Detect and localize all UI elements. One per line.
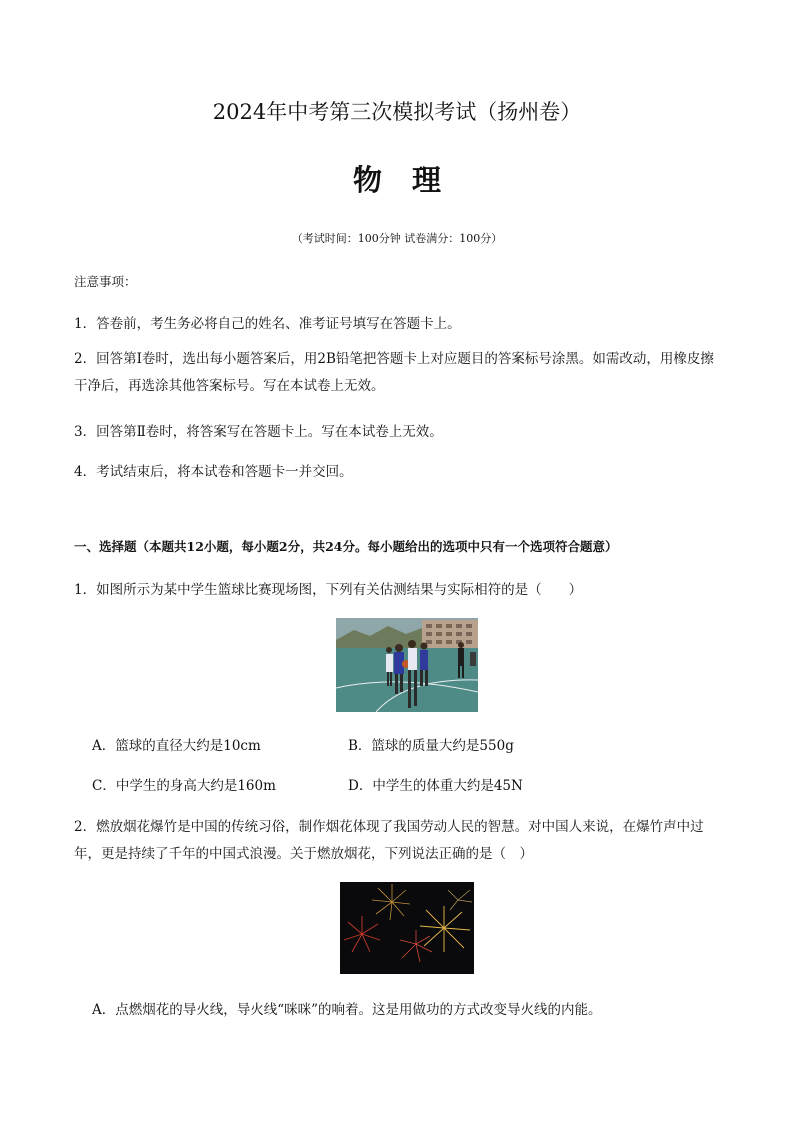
fireworks-photo	[340, 882, 474, 974]
basketball-game-photo	[336, 618, 478, 712]
subject-title: 物理	[352, 163, 471, 197]
notice-heading: 注意事项：	[74, 274, 137, 289]
question-1-option-d: D．中学生的体重大约是45N	[348, 778, 523, 794]
question-1-option-c: C．中学生的身高大约是160m	[92, 778, 276, 794]
exam-title: 2024年中考第三次模拟考试（扬州卷）	[212, 100, 582, 124]
notice-item-2: 2．回答第Ⅰ卷时，选出每小题答案后，用2B铅笔把答题卡上对应题目的答案标号涂黑。如需改动，用橡皮擦干净后，再选涂其他答案标号。写在本试卷上无效。	[74, 351, 714, 394]
notice-item-3: 3．回答第Ⅱ卷时，将答案写在答题卡上。写在本试卷上无效。	[74, 424, 443, 440]
exam-info: （考试时间：100分钟 试卷满分：100分）	[291, 232, 503, 245]
question-1-option-a: A．篮球的直径大约是10cm	[92, 738, 261, 754]
question-2-stem: 2．燃放烟花爆竹是中国的传统习俗，制作烟花体现了我国劳动人民的智慧。对中国人来说，在爆竹声中过年，更是持续了千年的中国式浪漫。关于燃放烟花，下列说法正确的是（ ）	[74, 819, 704, 862]
question-1-option-b: B．篮球的质量大约是550g	[348, 738, 514, 754]
notice-item-1: 1．答卷前，考生务必将自己的姓名、准考证号填写在答题卡上。	[74, 316, 461, 332]
question-2-option-a: A．点燃烟花的导火线，导火线“咪咪”的响着。这是用做功的方式改变导火线的内能。	[92, 1002, 602, 1018]
notice-item-4: 4．考试结束后，将本试卷和答题卡一并交回。	[74, 464, 353, 480]
section-heading: 一、选择题（本题共12小题，每小题2分，共24分。每小题给出的选项中只有一个选项符合题意）	[74, 539, 618, 554]
question-1-stem: 1．如图所示为某中学生篮球比赛现场图，下列有关估测结果与实际相符的是（ ）	[74, 582, 583, 598]
